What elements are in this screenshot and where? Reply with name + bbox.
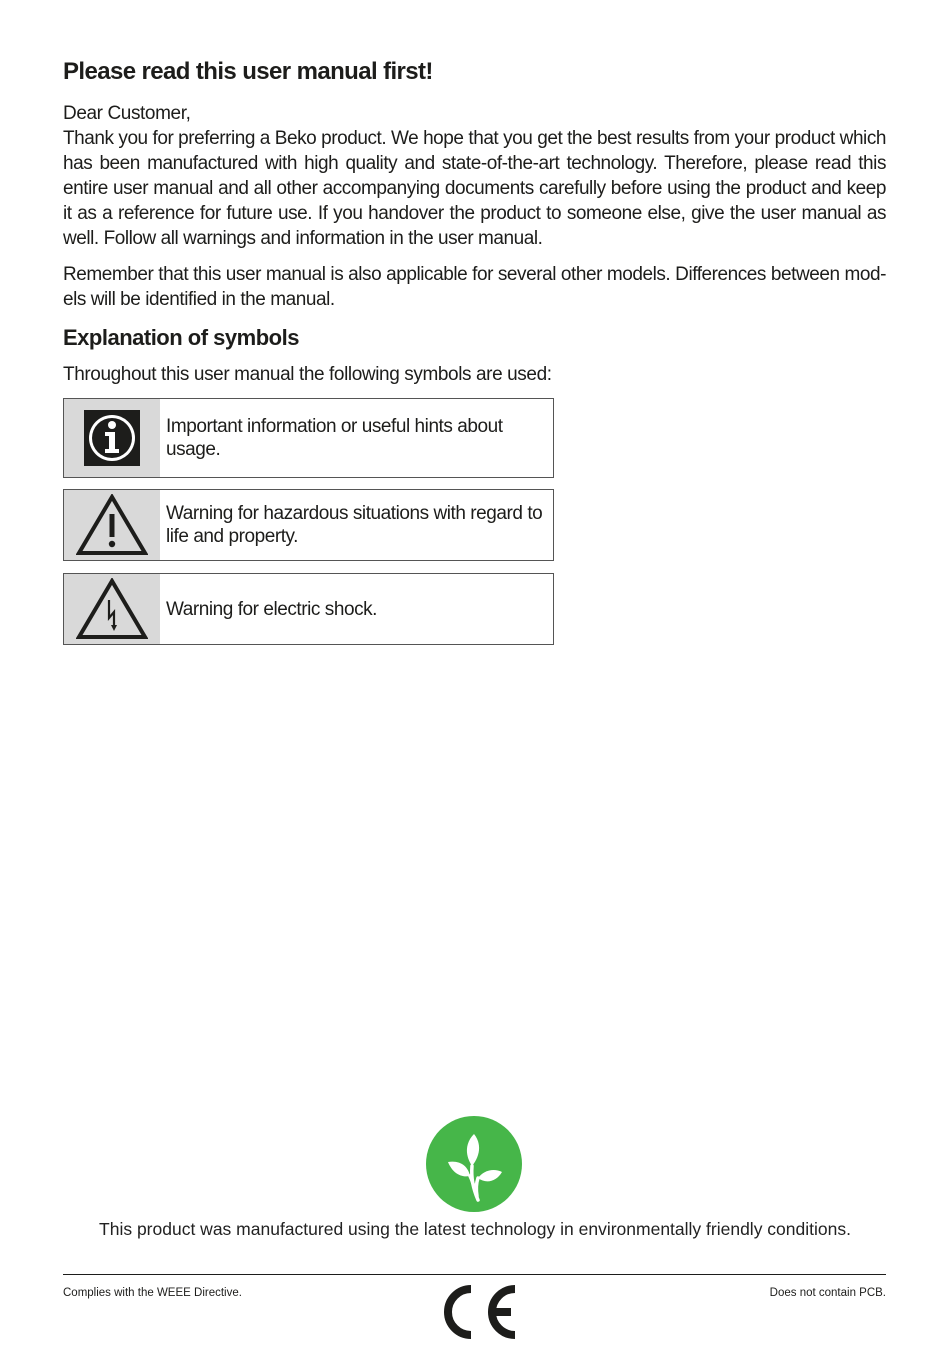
warning-triangle-icon bbox=[64, 490, 160, 560]
eco-statement: This product was manufactured using the latest technology in environmentally friendly conditions. bbox=[99, 1219, 851, 1239]
page-title: Please read this user manual first! bbox=[63, 58, 433, 85]
ce-mark-icon bbox=[437, 1282, 521, 1342]
symbol-row-info bbox=[63, 398, 554, 478]
symbols-heading: Explanation of symbols bbox=[63, 325, 299, 350]
leaf-icon bbox=[426, 1116, 522, 1212]
symbols-intro: Throughout this user manual the following symbols are used: bbox=[63, 364, 552, 385]
symbol-text-warning: Warning for hazardous situations with regard to life and property. bbox=[166, 503, 543, 547]
symbol-text-info: Important information or useful hints about usage. bbox=[166, 416, 503, 460]
intro-paragraph-1: Thank you for preferring a Beko product. We hope that you get the best results from your product which has been manufactured with high quality and state-of-the-art technology. Therefore, please read this entire user manual and all other accompanying documents carefully before using the product and keep it as a reference for future use. If you handover the product to someone else, give the user manual as well. Follow all warnings and information in the user manual. bbox=[63, 128, 886, 249]
electric-shock-icon bbox=[64, 574, 160, 644]
symbol-text-electric: Warning for electric shock. bbox=[166, 598, 377, 620]
intro-paragraph-2: Remember that this user manual is also applicable for several other models. Differences between mod-els will be identified in the manual. bbox=[63, 264, 886, 310]
footer-divider bbox=[63, 1274, 886, 1275]
pcb-statement: Does not contain PCB. bbox=[769, 1287, 886, 1299]
symbol-row-warning bbox=[63, 489, 554, 561]
symbol-row-electric bbox=[63, 573, 554, 645]
weee-statement: Complies with the WEEE Directive. bbox=[63, 1287, 242, 1299]
info-icon bbox=[64, 399, 160, 477]
greeting: Dear Customer, bbox=[63, 103, 191, 124]
